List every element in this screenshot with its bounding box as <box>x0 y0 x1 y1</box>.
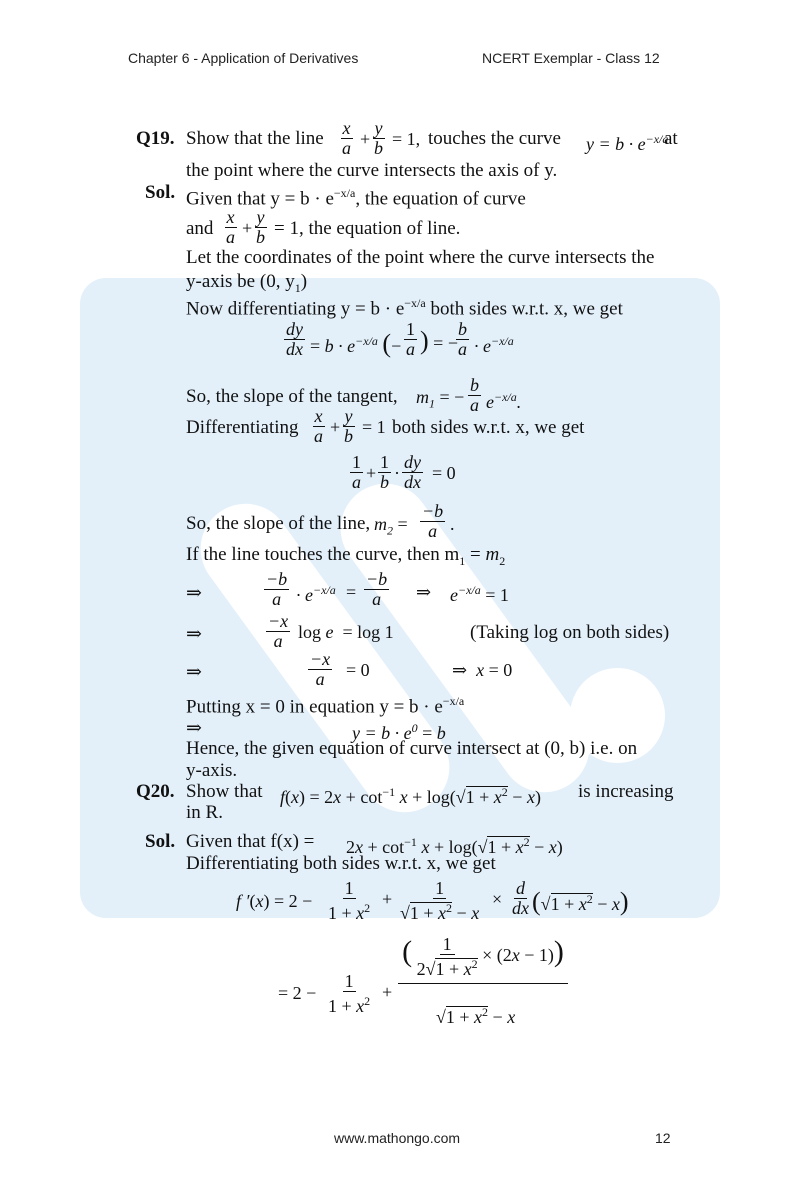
frac-x-a-2: x a <box>226 207 235 247</box>
q20-inc: is increasing <box>578 781 674 802</box>
sol19-and: and <box>186 218 214 239</box>
q19-label: Q19. <box>136 128 175 149</box>
header-chapter: Chapter 6 - Application of Derivatives <box>128 50 359 66</box>
frac-y-b: y b <box>374 118 383 158</box>
sol20-given: Given that f(x) = <box>186 831 315 852</box>
sol19-line1: Given that $y = b \cdot e^{-x/a}$, the equation of curve <box>186 186 526 210</box>
sol19-hence1: Hence, the given equation of curve intersect at (0, b) i.e. on <box>186 738 638 759</box>
sol19-putting: Putting x = 0 in equation $y = b \cdot e^{-x/a}$ <box>186 694 465 718</box>
sol20-label: Sol. <box>145 831 176 852</box>
q20-label: Q20. <box>136 781 175 802</box>
sol19-line9: If the line touches the curve, then $m_1 = m_2$ <box>186 544 506 568</box>
implies-3: ⇒ <box>186 662 202 683</box>
sol19-line2: = 1, the equation of line. <box>274 218 461 239</box>
frac-x-a: x a <box>342 118 351 158</box>
implies-2: ⇒ <box>186 624 202 645</box>
frac-y-b-2: y b <box>256 207 265 247</box>
implies-1: ⇒ <box>186 583 202 604</box>
sol19-line7b: both sides w.r.t. x, we get <box>392 417 585 438</box>
sol19-line5: Now differentiating $y = b \cdot e^{-x/a}$ both sides w.r.t. x, we get <box>186 296 623 320</box>
sol19-hence2: y-axis. <box>186 760 238 781</box>
sol19-line4: y-axis be (0, $y_1$) <box>186 271 308 295</box>
sol19-line6: So, the slope of the tangent, <box>186 386 398 407</box>
sol19-line8: So, the slope of the line, <box>186 513 371 534</box>
q20-in: in R. <box>186 802 223 823</box>
sol19-line7: Differentiating <box>186 417 299 438</box>
sol19-line3: Let the coordinates of the point where the curve intersects the <box>186 247 655 268</box>
sol20-diff: Differentiating both sides w.r.t. x, we get <box>186 853 496 874</box>
footer-url: www.mathongo.com <box>334 1130 461 1146</box>
sol19-label: Sol. <box>145 182 176 203</box>
page-number: 12 <box>655 1130 671 1146</box>
q20-show: Show that <box>186 781 263 802</box>
result-eq: $y = b \cdot e^0 = b$ <box>352 721 446 743</box>
watermark-logo <box>80 278 720 918</box>
q19-text-line2: the point where the curve intersects the axis of y. <box>186 160 558 181</box>
q19-text-at: at <box>664 128 678 149</box>
q19-curve: $y = b \cdot e^{-x/a}$ <box>586 132 669 154</box>
q19-text-b: touches the curve <box>428 128 561 149</box>
frac-dy-dx: dy dx <box>286 319 303 359</box>
implies-4: ⇒ <box>186 718 202 739</box>
header-book: NCERT Exemplar - Class 12 <box>482 50 660 66</box>
q20-function: $f(x) = 2x + \cot^{-1} x + \log(√1 + x^2 - x)$ <box>280 785 541 807</box>
q19-text-a: Show that the line <box>186 128 324 149</box>
taking-log-note: (Taking log on both sides) <box>470 622 670 643</box>
